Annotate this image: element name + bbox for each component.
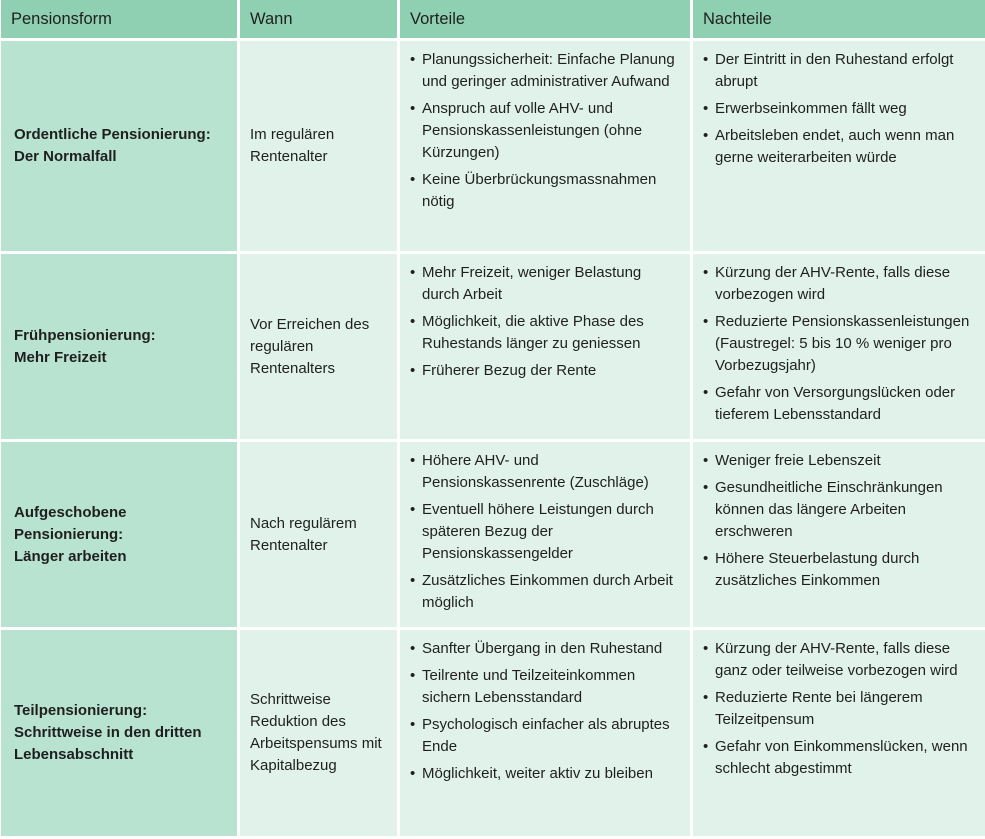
header-vorteile: Vorteile	[400, 0, 690, 38]
list-item: • Psychologisch einfacher als abruptes Ende	[410, 714, 680, 758]
table-row	[1, 442, 985, 627]
nachteile-cell	[693, 630, 985, 836]
header-wann: Wann	[240, 0, 397, 38]
pensionsform-cell: Aufgeschobene Pensionierung: Länger arbeiten	[1, 442, 237, 627]
header-row	[1, 0, 985, 38]
list-item: • Der Eintritt in den Ruhestand erfolgt abrupt	[703, 49, 979, 93]
list-item: • Teilrente und Teilzeiteinkommen sichern Lebensstandard	[410, 665, 680, 709]
list-item: • Kürzung der AHV-Rente, falls diese ganz oder teilweise vorbezogen wird	[703, 638, 979, 682]
list-item: • Eventuell höhere Leistungen durch späteren Bezug der Pensionskassengelder	[410, 499, 680, 565]
wann-cell: Nach regulärem Rentenalter	[240, 442, 397, 627]
list-item: • Planungssicherheit: Einfache Planung und geringer administrativer Aufwand	[410, 49, 680, 93]
list-item: • Gefahr von Versorgungslücken oder tieferem Lebensstandard	[703, 382, 979, 426]
list-item: • Kürzung der AHV-Rente, falls diese vorbezogen wird	[703, 262, 979, 306]
list-item: • Arbeitsleben endet, auch wenn man gerne weiterarbeiten würde	[703, 125, 979, 169]
list-item: • Reduzierte Rente bei längerem Teilzeitpensum	[703, 687, 979, 731]
vorteile-cell	[400, 254, 690, 439]
list-item: • Anspruch auf volle AHV- und Pensionskassenleistungen (ohne Kürzungen)	[410, 98, 680, 164]
list-item: • Mehr Freizeit, weniger Belastung durch Arbeit	[410, 262, 680, 306]
vorteile-cell	[400, 442, 690, 627]
list-item: • Zusätzliches Einkommen durch Arbeit möglich	[410, 570, 680, 614]
list-item: • Erwerbseinkommen fällt weg	[703, 98, 979, 120]
nachteile-cell	[693, 254, 985, 439]
list-item: • Möglichkeit, weiter aktiv zu bleiben	[410, 763, 680, 785]
list-item: • Keine Überbrückungsmassnahmen nötig	[410, 169, 680, 213]
list-item: • Höhere Steuerbelastung durch zusätzliches Einkommen	[703, 548, 979, 592]
list-item: • Möglichkeit, die aktive Phase des Ruhestands länger zu geniessen	[410, 311, 680, 355]
nachteile-cell	[693, 41, 985, 251]
table-row	[1, 41, 985, 251]
wann-cell: Vor Erreichen des regulären Rentenalters	[240, 254, 397, 439]
pensionsform-cell: Ordentliche Pensionierung: Der Normalfall	[1, 41, 237, 251]
vorteile-cell	[400, 41, 690, 251]
list-item: • Gefahr von Einkommenslücken, wenn schlecht abgestimmt	[703, 736, 979, 780]
list-item: • Höhere AHV- und Pensionskassenrente (Zuschläge)	[410, 450, 680, 494]
table-row	[1, 630, 985, 836]
list-item: • Früherer Bezug der Rente	[410, 360, 680, 382]
vorteile-cell	[400, 630, 690, 836]
list-item: • Gesundheitliche Einschränkungen können das längere Arbeiten erschweren	[703, 477, 979, 543]
pensionsform-cell: Teilpensionierung: Schrittweise in den dritten Lebensabschnitt	[1, 630, 237, 836]
wann-cell: Im regulären Rentenalter	[240, 41, 397, 251]
header-pensionsform: Pensionsform	[1, 0, 237, 38]
table-row	[1, 254, 985, 439]
list-item: • Reduzierte Pensionskassenleistungen (Faustregel: 5 bis 10 % weniger pro Vorbezugsjahr)	[703, 311, 979, 377]
list-item: • Weniger freie Lebenszeit	[703, 450, 979, 472]
pensionsform-cell: Frühpensionierung: Mehr Freizeit	[1, 254, 237, 439]
list-item: • Sanfter Übergang in den Ruhestand	[410, 638, 680, 660]
nachteile-cell	[693, 442, 985, 627]
wann-cell: Schrittweise Reduktion des Arbeitspensums mit Kapitalbezug	[240, 630, 397, 836]
header-nachteile: Nachteile	[693, 0, 985, 38]
